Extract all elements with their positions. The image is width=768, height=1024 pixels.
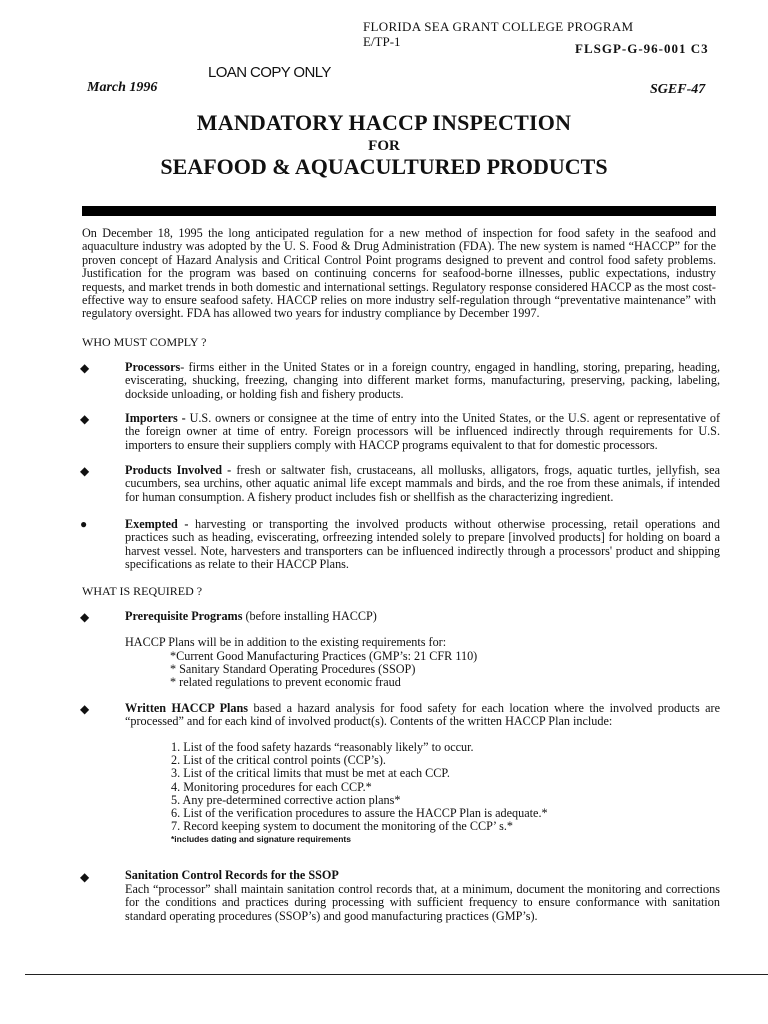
list-item: *Current Good Manufacturing Practices (GMP’s: 21 CFR 110) — [170, 649, 478, 663]
sgef-number: SGEF-47 — [650, 82, 706, 97]
diamond-bullet-icon: ◆ — [80, 610, 90, 624]
term-sanitation: Sanitation Control Records for the SSOP — [125, 868, 339, 882]
list-item: 4. Monitoring procedures for each CCP.* — [171, 779, 372, 794]
list-item: 3. List of the critical limits that must be met at each CCP. — [171, 766, 450, 781]
diamond-bullet-icon: ◆ — [80, 870, 90, 884]
footnote: *includes dating and signature requirements — [171, 834, 351, 845]
page-title: MANDATORY HACCP INSPECTION — [196, 110, 572, 135]
title-connector: FOR — [368, 138, 400, 154]
program-name: FLORIDA SEA GRANT COLLEGE PROGRAM — [363, 19, 634, 34]
section-heading-required: WHAT IS REQUIRED ? — [82, 584, 203, 598]
diamond-bullet-icon: ◆ — [80, 464, 90, 478]
section-heading-comply: WHO MUST COMPLY ? — [82, 335, 207, 349]
series-code: E/TP-1 — [363, 34, 401, 49]
term-prerequisite: Prerequisite Programs — [125, 609, 243, 623]
term-importers: Importers - — [125, 411, 186, 425]
term-exempted: Exempted - — [125, 517, 189, 531]
dot-bullet-icon: ● — [80, 517, 88, 531]
term-written-plans: Written HACCP Plans — [125, 701, 249, 715]
desc-importers: U.S. owners or consignee at the time of entry into the United States, or the U.S. agent or representative of the foreign owner at time of entry. Foreign processors will be influenced indirectly through requirements for U.S. importers to ensure their suppliers comply with HACCP programs equivalent to that for domestic processors. — [125, 411, 721, 452]
term-processors: Processors — [125, 360, 181, 374]
required-written-plans — [125, 702, 720, 729]
comply-item-products — [125, 464, 720, 504]
list-item: 2. List of the critical control points (CCP’s). — [171, 753, 386, 768]
list-item: 7. Record keeping system to document the monitoring of the CCP’ s.* — [171, 819, 513, 834]
prerequisite-intro: HACCP Plans will be in addition to the existing requirements for: — [125, 635, 447, 649]
comply-item-importers — [125, 412, 720, 452]
diamond-bullet-icon: ◆ — [80, 361, 90, 375]
desc-exempted: harvesting or transporting the involved products without otherwise processing, retail operations and practices such as heading, eviscerating, orfreezing intended solely to prepare [involved products] for holding on board a harvest vessel. Note, harvesters and transporters can be influenced indirectly through a processors' product and shipping specifications as relate to their HACCP Plans. — [125, 517, 720, 572]
publication-number: FLSGP-G-96-001 C3 — [575, 41, 709, 56]
diamond-bullet-icon: ◆ — [80, 702, 90, 716]
publication-date: March 1996 — [87, 80, 158, 95]
list-item: * related regulations to prevent economic fraud — [170, 675, 401, 690]
desc-sanitation: Each “processor” shall maintain sanitation control records that, at a minimum, document the monitoring and corrections for the conditions and practices during processing with sufficient frequency to ensure conformance with sanitation standard operating procedures (SSOP’s) and good manufacturing practices (GMP’s). — [125, 882, 720, 923]
desc-products-involved: fresh or saltwater fish, crustaceans, all mollusks, alligators, frogs, aquatic turtles, jellyfish, sea cucumbers, sea urchins, other aquatic animal life except mammals and birds, and the roe from these animals, if intended for human consumption. A fishery product includes fish or shellfish as the characterizing ingredient. — [125, 463, 720, 504]
loan-stamp: LOAN COPY ONLY — [208, 64, 331, 81]
list-item: 6. List of the verification procedures to assure the HACCP Plan is adequate.* — [171, 806, 548, 821]
title-divider — [82, 206, 716, 216]
prerequisite-list — [170, 650, 690, 690]
term-products-involved: Products Involved - — [125, 463, 232, 477]
diamond-bullet-icon: ◆ — [80, 412, 90, 426]
desc-written-plans: based a hazard analysis for food safety for each location where the involved products are “processed” and for each kind of involved product(s). Contents of the written HACCP Plan include: — [125, 701, 720, 729]
intro-paragraph: On December 18, 1995 the long anticipated regulation for a new method of inspection for food safety in the seafood and aquaculture industry was adopted by the U. S. Food & Drug Administration (FDA). The new system is named “HACCP” for the proven concept of Hazard Analysis and Critical Control Point programs designed to prevent and control food safety problems. Justification for the program was based on continuing concerns for seafood-borne illnesses, public expectations, industry requests, and market trends in both domestic and international settings. Regulatory response considered HACCP as the most cost-effective way to ensure seafood safety. HACCP relies on more industry self-regulation through “preventative maintenance” with regulatory oversight. FDA has allowed two years for industry compliance by December 1997. — [82, 226, 716, 321]
written-plan-contents — [171, 741, 691, 847]
required-prerequisite — [125, 610, 720, 623]
desc-processors: - firms either in the United States or in a foreign country, engaged in handling, storing, preparing, heading, eviscerating, shucking, freezing, changing into different market forms, manufacturing, preserving, packing, labeling, dockside unloading, or holding fish and fishery products. — [125, 360, 720, 401]
list-item: * Sanitary Standard Operating Procedures (SSOP) — [170, 662, 416, 677]
footer-rule — [25, 974, 768, 975]
list-item: 1. List of the food safety hazards “reasonably likely” to occur. — [171, 740, 474, 754]
comply-item-exempted — [125, 518, 720, 572]
page-subtitle: SEAFOOD & AQUACULTURED PRODUCTS — [160, 154, 608, 179]
list-item: 5. Any pre-determined corrective action plans* — [171, 792, 401, 807]
comply-item-processors — [125, 361, 720, 401]
prerequisite-note: (before installing HACCP) — [242, 609, 377, 623]
